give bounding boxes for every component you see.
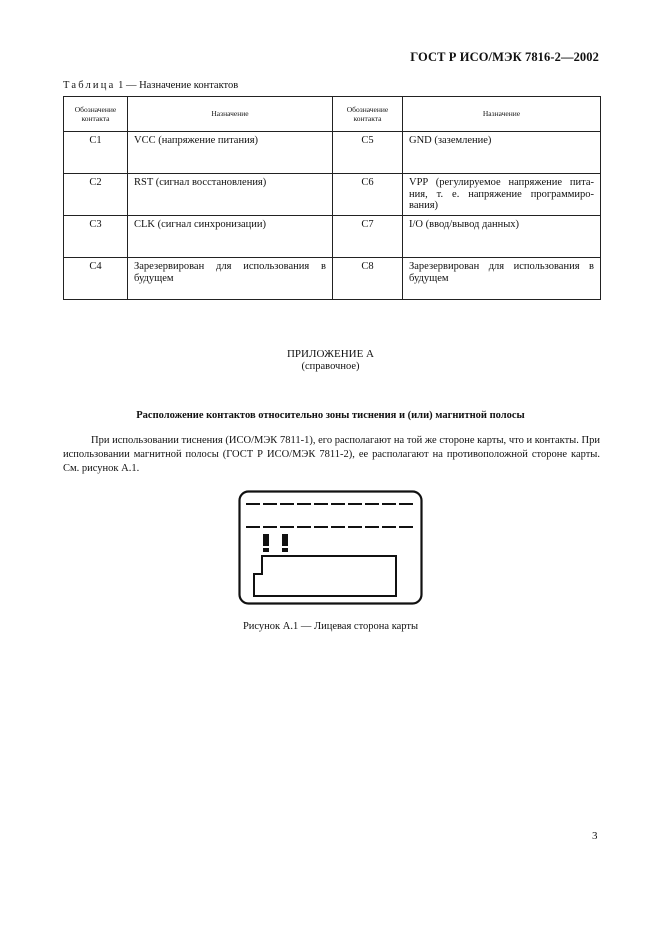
contact-code: C4: [64, 258, 128, 300]
contact-code: C2: [64, 174, 128, 216]
section-title: Расположение контактов относительно зоны тиснения и (или) магнитной полосы: [136, 410, 525, 421]
contact-code: C5: [333, 132, 403, 174]
contact-purpose: RST (сигнал восстановления): [128, 174, 333, 216]
contact-code: C1: [64, 132, 128, 174]
contact-purpose: CLK (сигнал синхронизации): [128, 216, 333, 258]
table-header-row: [64, 97, 601, 132]
header-contact-code: Обозначение контакта: [64, 97, 128, 132]
contact-mark: [263, 534, 269, 546]
header-contact-code: Обозначение контакта: [333, 97, 403, 132]
embossing-area: [254, 556, 396, 596]
section-paragraph: При использовании тиснения (ИСО/МЭК 7811-1), его располагают на той же стороне карты, что и контакты. При использовании магнитной полосы (ГОСТ Р ИСО/МЭК 7811-2), ее располагают на противоположной стороне карты. См. рисунок А.1.: [63, 435, 600, 474]
table-row: [64, 132, 601, 174]
contact-purpose: GND (заземление): [403, 132, 601, 174]
card-front-figure: [238, 490, 424, 608]
appendix-subtitle: (справочное): [301, 361, 360, 372]
header-purpose: Назначение: [128, 97, 333, 132]
appendix-title: ПРИЛОЖЕНИЕ А: [286, 348, 374, 360]
contact-purpose: Зарезервирован для использования в будущем: [403, 258, 601, 300]
contact-purpose: Зарезервирован для использования в будущем: [128, 258, 333, 300]
contact-purpose: VPP (регулируемое напряжение пита-ния, т. е. напряжение программиро-вания): [403, 174, 601, 216]
table-caption: [63, 80, 238, 91]
table-row: [64, 216, 601, 258]
contact-code: C7: [333, 216, 403, 258]
contact-purpose: VCC (напряжение питания): [128, 132, 333, 174]
contacts-table: [63, 96, 601, 300]
contact-mark: [282, 548, 288, 552]
figure-caption: Рисунок А.1 — Лицевая сторона карты: [242, 621, 419, 632]
contact-mark: [282, 534, 288, 546]
table-caption-word: Таблица: [63, 80, 116, 91]
header-purpose: Назначение: [403, 97, 601, 132]
document-header: ГОСТ Р ИСО/МЭК 7816-2—2002: [410, 50, 599, 64]
contact-code: C3: [64, 216, 128, 258]
table-row: [64, 258, 601, 300]
table-row: [64, 174, 601, 216]
contact-mark: [263, 548, 269, 552]
contact-purpose: I/O (ввод/вывод данных): [403, 216, 601, 258]
contact-code: C8: [333, 258, 403, 300]
page-number: 3: [592, 830, 598, 842]
card-outline: [240, 492, 422, 604]
contact-code: C6: [333, 174, 403, 216]
table-caption-text: 1 — Назначение контактов: [115, 80, 239, 91]
